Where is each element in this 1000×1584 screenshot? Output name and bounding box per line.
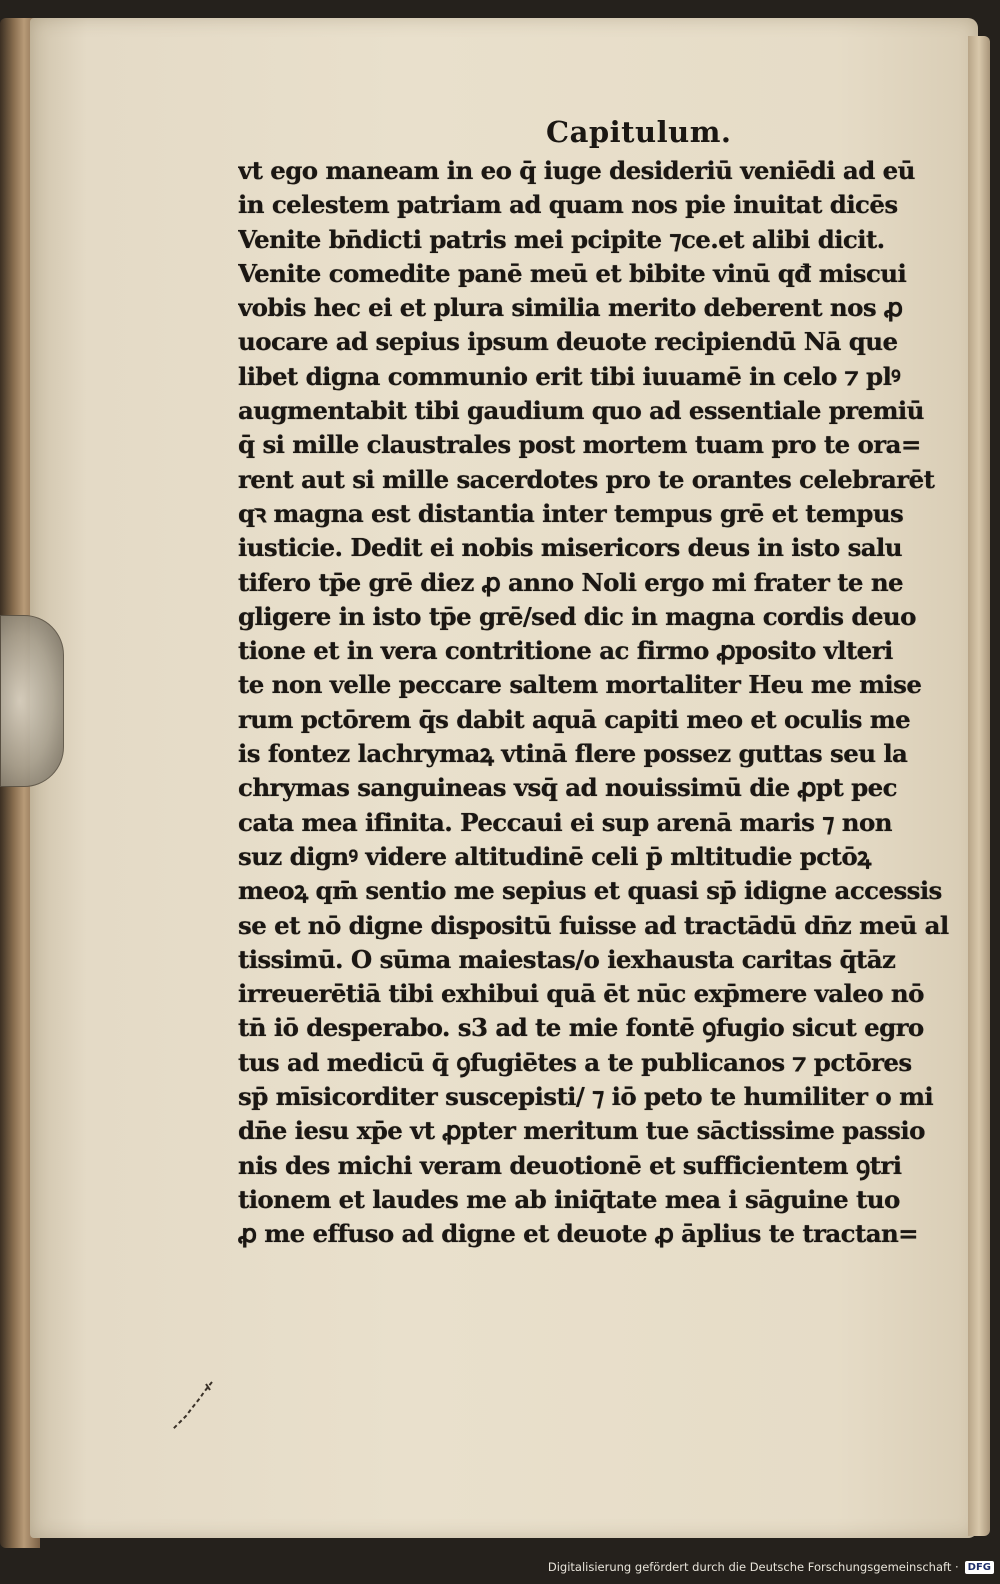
text-line: ꝓ me effuso ad digne et deuote ꝓ āplius te tractan= [238,1219,919,1249]
text-line: cata mea ifinita. Peccaui ei sup arenā maris ⁊ non [238,807,892,837]
text-line: chrymas sanguineas vsq̄ ad nouissimū die ꝓpt pec [238,773,897,803]
text-line: se et nō digne dispositū fuisse ad tractādū dn̄z meū al [238,910,949,940]
text-line: tus ad medicū q̄ ꝯfugiētes a te publicanos ⁊ pctōres [238,1047,912,1077]
text-line: meoꝝ qm̄ sentio me sepius et quasi sp̄ idigne accessis [238,876,942,906]
text-line: qꝛ magna est distantia inter tempus grē et tempus [238,498,904,528]
text-line: augmentabit tibi gaudium quo ad essentiale premiū [238,396,924,426]
text-line: iusticie. Dedit ei nobis misericors deus in isto salu [238,533,902,563]
text-line: q̄ si mille claustrales post mortem tuam pro te ora= [238,430,921,460]
text-line: libet digna communio erit tibi iuuamē in celo ⁊ plꝰ [238,361,901,391]
next-leaf-edge [968,36,990,1536]
text-line: te non velle peccare saltem mortaliter Heu me mise [238,670,922,700]
text-line: irreuerētiā tibi exhibui quā ēt nūc exp̄mere valeo nō [238,979,924,1009]
text-line: tifero tp̄e grē diez ꝓ anno Noli ergo mi frater te ne [238,567,904,597]
footer-credit [548,1556,994,1578]
text-line: gligere in isto tp̄e grē/sed dic in magna cordis deuo [238,601,916,631]
text-block [238,112,958,1252]
text-line: in celestem patriam ad quam nos pie inuitat dicēs [238,190,898,220]
book-clasp [0,615,64,787]
text-line: suz dignꝰ videre altitudinē celi p̄ mltitudie pctōꝝ [238,841,871,871]
text-line: Venite bn̄dicti patris mei pcipite ⁊ce.et alibi dicit. [238,224,885,254]
text-line: is fontez lachrymaꝝ vtinā flere possez guttas seu la [238,739,908,769]
text-line: tn̄ iō desperabo. s3 ad te mie fontē ꝯfugio sicut egro [238,1013,924,1043]
text-line: dn̄e iesu xp̄e vt ꝓpter meritum tue sāctissime passio [238,1116,925,1146]
stray-ink-mark [160,1378,220,1438]
text-line: rum pctōrem q̄s dabit aquā capiti meo et oculis me [238,704,911,734]
text-line: Venite comedite panē meū et bibite vinū qđ miscui [238,258,907,288]
text-line: tione et in vera contritione ac firmo ꝓposito vlteri [238,636,893,666]
text-line: tissimū. O sūma maiestas/o iexhausta caritas q̄tāz [238,944,896,974]
text-line: tionem et laudes me ab iniq̄tate mea i sāguine tuo [238,1184,900,1214]
text-line: vt ego maneam in eo q̄ iuge desideriū veniēdi ad eū [238,156,915,185]
dfg-logo: DFG [965,1561,994,1574]
text-line: uocare ad sepius ipsum deuote recipiendū Nā que [238,327,898,357]
page-heading: Capitulum. [546,115,732,149]
text-line: rent aut si mille sacerdotes pro te orantes celebrarēt [238,464,935,494]
text-line: vobis hec ei et plura similia merito deberent nos ꝓ [238,293,903,323]
footer-credit-text: Digitalisierung gefördert durch die Deutsche Forschungsgemeinschaft · [547,1560,959,1574]
text-line: nis des michi veram deuotionē et sufficientem ꝯtri [238,1150,902,1180]
text-lines [238,154,958,1252]
text-line: sp̄ mīsicorditer suscepisti/ ⁊ iō peto te humiliter o mi [238,1082,934,1112]
